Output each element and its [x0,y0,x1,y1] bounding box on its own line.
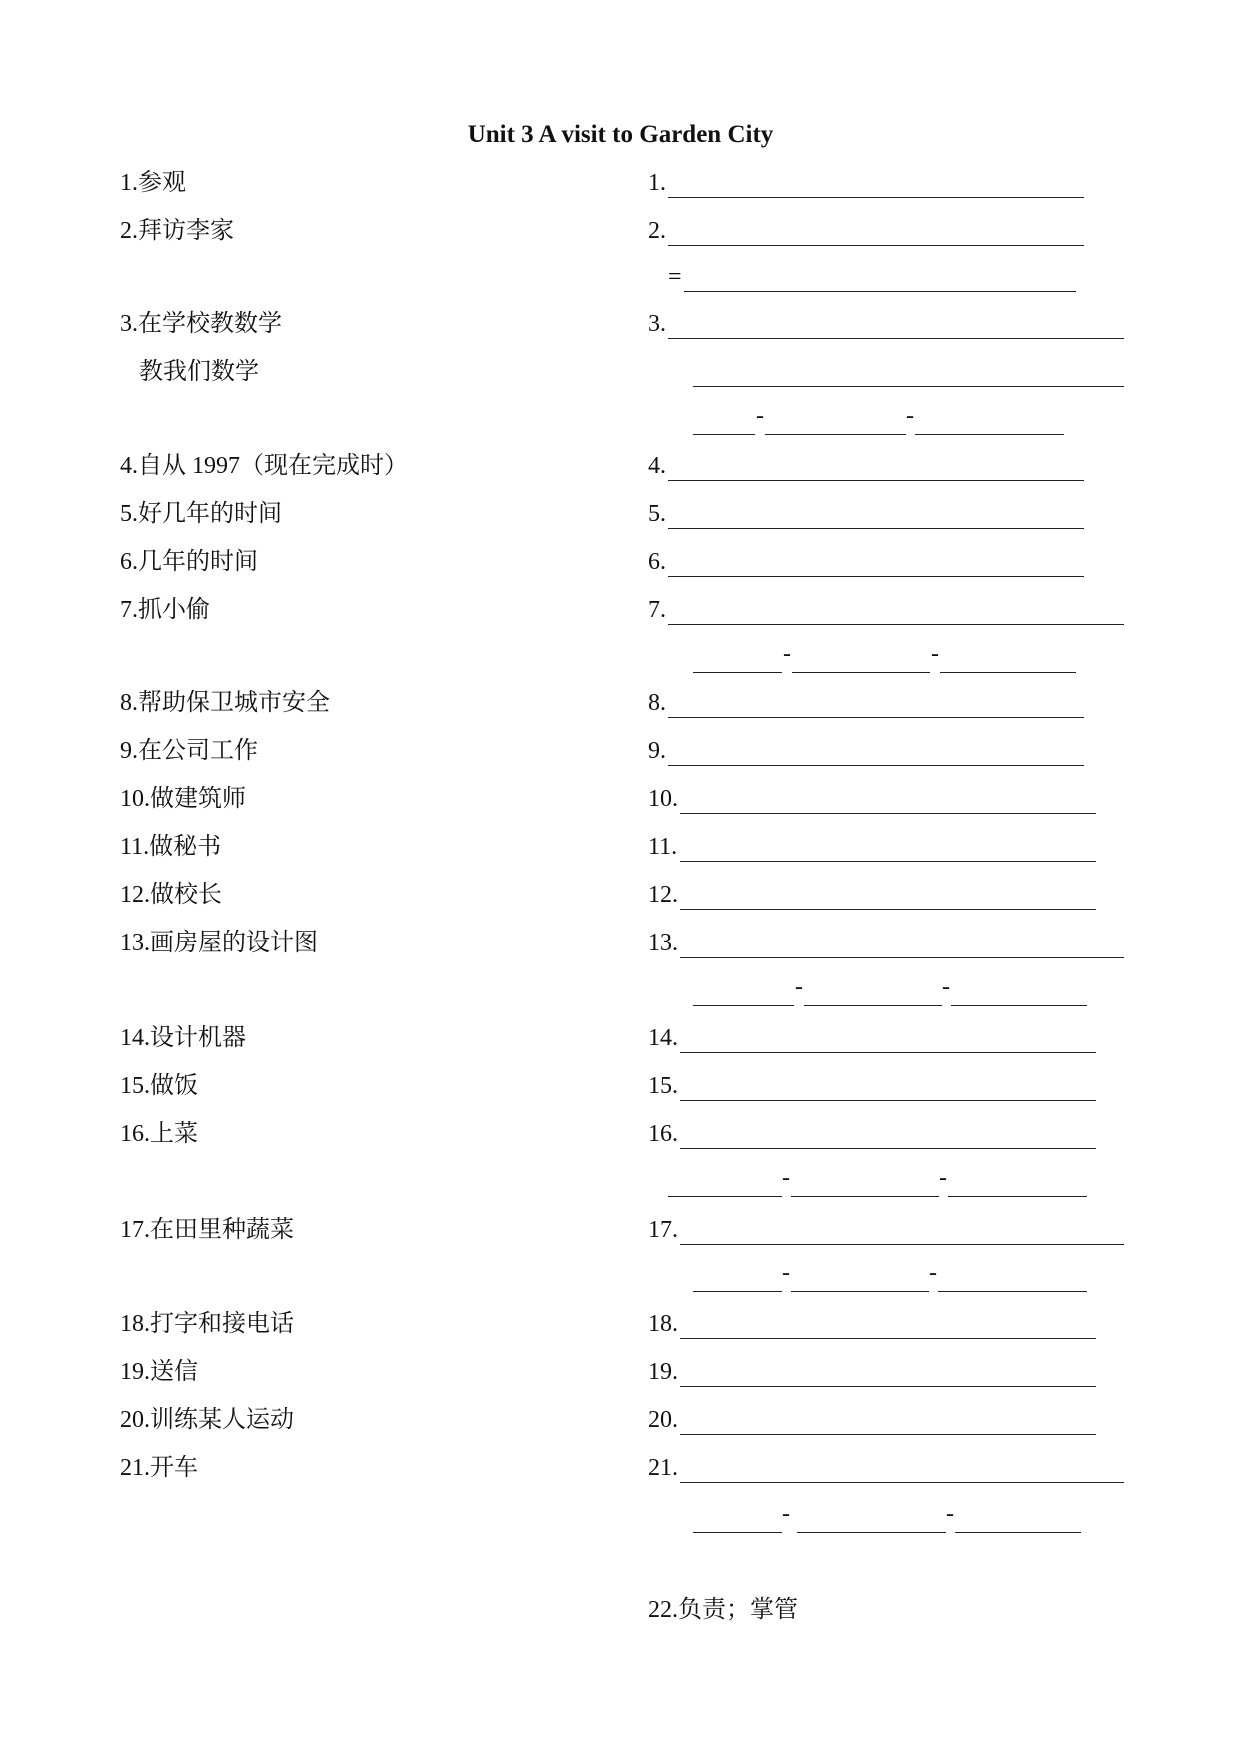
prompt-1: 1.参观 [120,170,186,196]
separator-dash: - [939,1165,947,1191]
answer-blank-20[interactable] [680,1405,1096,1435]
answer-blank-16b[interactable] [668,1167,782,1197]
answer-number: 10. [648,786,678,812]
answer-number: 1. [648,170,666,196]
separator-dash: - [795,974,803,1000]
prompt-20: 20.训练某人运动 [120,1407,294,1433]
separator-dash: - [783,641,791,667]
answer-number: 2. [648,218,666,244]
answer-blank-1[interactable] [668,168,1084,198]
answer-blank-3e[interactable] [915,405,1064,435]
prompt-5: 5.好几年的时间 [120,501,282,527]
answer-blank-3d[interactable] [765,405,906,435]
answer-blank-14[interactable] [680,1023,1096,1053]
separator-dash: - [906,403,914,429]
prompt-19: 19.送信 [120,1359,198,1385]
prompt-9: 9.在公司工作 [120,738,258,764]
separator-dash: - [931,641,939,667]
answer-blank-9[interactable] [668,736,1084,766]
answer-number: 15. [648,1073,678,1099]
answer-number: 19. [648,1359,678,1385]
answer-blank-16d[interactable] [948,1167,1087,1197]
answer-blank-2[interactable] [668,216,1084,246]
prompt-21: 21.开车 [120,1455,198,1481]
prompt-8: 8.帮助保卫城市安全 [120,690,330,716]
separator-dash: - [782,1165,790,1191]
prompt-4: 4.自从 1997（现在完成时） [120,453,408,479]
prompt-17: 17.在田里种蔬菜 [120,1217,294,1243]
answer-number: 3. [648,311,666,337]
answer-blank-19[interactable] [680,1357,1096,1387]
answer-blank-18[interactable] [680,1309,1096,1339]
answer-number: 11. [648,834,678,860]
prompt-18: 18.打字和接电话 [120,1311,294,1337]
prompt-2: 2.拜访李家 [120,218,234,244]
prompt-3b: 教我们数学 [139,359,259,385]
separator-dash: - [782,1501,790,1527]
separator-dash: - [942,974,950,1000]
answer-blank-8[interactable] [668,688,1084,718]
answer-number: 12. [648,882,678,908]
answer-blank-13d[interactable] [951,976,1087,1006]
prompt-12: 12.做校长 [120,882,222,908]
answer-blank-3b[interactable] [693,357,1124,387]
separator-dash: - [782,1260,790,1286]
answer-blank-21b[interactable] [693,1503,782,1533]
answer-blank-5[interactable] [668,499,1084,529]
answer-blank-12[interactable] [680,880,1096,910]
separator-dash: - [946,1501,954,1527]
answer-blank-17[interactable] [680,1215,1124,1245]
page-title: Unit 3 A visit to Garden City [467,121,774,148]
answer-number: 8. [648,690,666,716]
answer-blank-7d[interactable] [940,643,1076,673]
answer-blank-17d[interactable] [938,1262,1087,1292]
answer-number: 4. [648,453,666,479]
answer-blank-21c[interactable] [797,1503,946,1533]
prompt-13: 13.画房屋的设计图 [120,930,318,956]
answer-number: 14. [648,1025,678,1051]
prompt-11: 11.做秘书 [120,834,222,860]
answer-blank-11[interactable] [680,832,1096,862]
answer-blank-7[interactable] [668,595,1124,625]
answer-blank-13b[interactable] [693,976,794,1006]
equals-sign: = [668,264,682,290]
answer-blank-21d[interactable] [955,1503,1081,1533]
answer-blank-3c[interactable] [693,405,755,435]
answer-number: 7. [648,597,666,623]
answer-blank-2b[interactable] [684,262,1076,292]
prompt-3: 3.在学校教数学 [120,311,282,337]
answer-number: 17. [648,1217,678,1243]
answer-number: 5. [648,501,666,527]
prompt-15: 15.做饭 [120,1073,198,1099]
answer-blank-7c[interactable] [792,643,930,673]
prompt-7: 7.抓小偷 [120,597,210,623]
prompt-22: 22.负责；掌管 [648,1597,798,1623]
answer-blank-6[interactable] [668,547,1084,577]
answer-blank-10[interactable] [680,784,1096,814]
answer-blank-17c[interactable] [791,1262,929,1292]
separator-dash: - [929,1260,937,1286]
answer-blank-7b[interactable] [693,643,782,673]
prompt-10: 10.做建筑师 [120,786,246,812]
answer-blank-16c[interactable] [791,1167,939,1197]
separator-dash: - [756,403,764,429]
prompt-6: 6.几年的时间 [120,549,258,575]
answer-number: 21. [648,1455,678,1481]
answer-blank-15[interactable] [680,1071,1096,1101]
answer-number: 20. [648,1407,678,1433]
answer-number: 16. [648,1121,678,1147]
answer-blank-4[interactable] [668,451,1084,481]
answer-number: 6. [648,549,666,575]
answer-blank-21[interactable] [680,1453,1124,1483]
answer-blank-16[interactable] [680,1119,1096,1149]
answer-blank-13[interactable] [680,928,1124,958]
answer-number: 13. [648,930,678,956]
answer-number: 9. [648,738,666,764]
answer-blank-17b[interactable] [693,1262,782,1292]
prompt-14: 14.设计机器 [120,1025,246,1051]
answer-number: 18. [648,1311,678,1337]
answer-blank-13c[interactable] [804,976,942,1006]
prompt-16: 16.上菜 [120,1121,198,1147]
answer-blank-3[interactable] [668,309,1124,339]
